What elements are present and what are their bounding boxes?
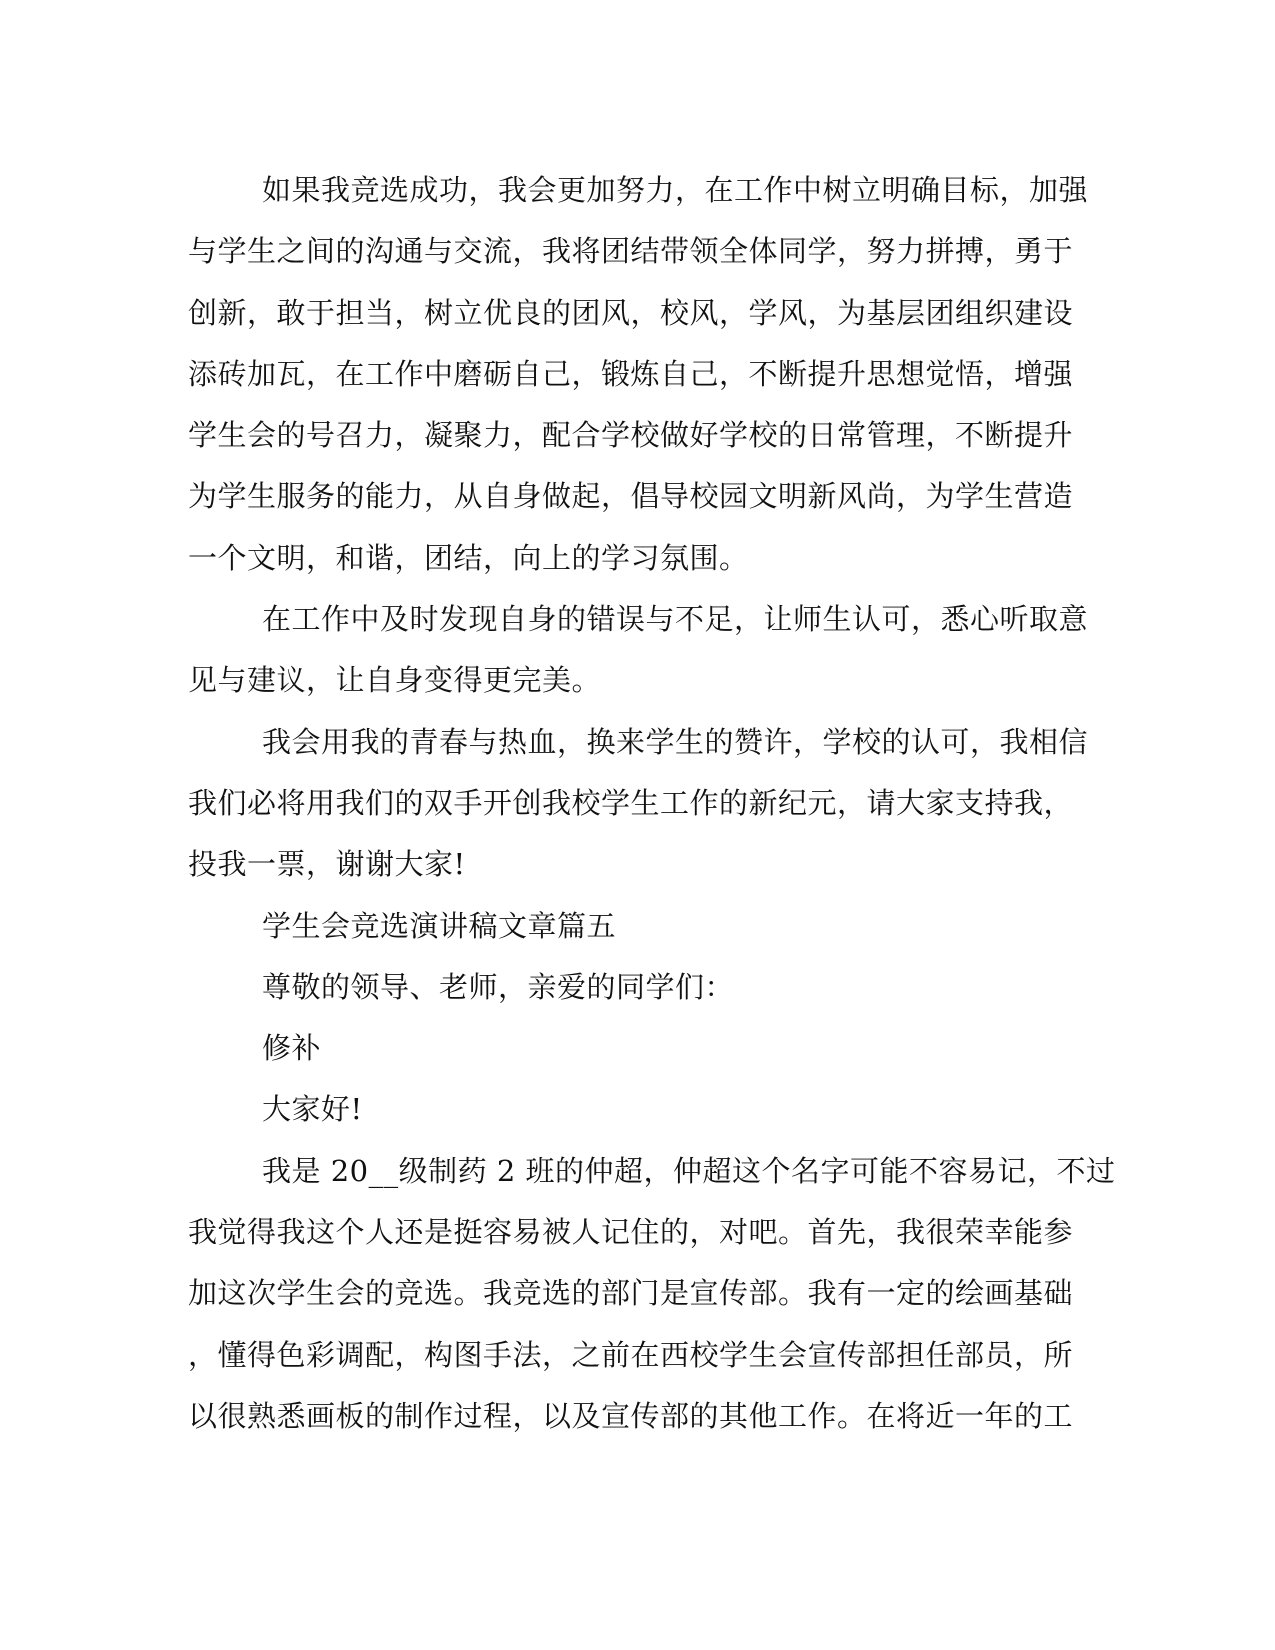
text-line: 加这次学生会的竞选。我竞选的部门是宣传部。我有一定的绘画基础 — [188, 1276, 1074, 1311]
text-line: 为学生服务的能力，从自身做起，倡导校园文明新风尚，为学生营造 — [188, 479, 1074, 514]
section-heading: 学生会竞选演讲稿文章篇五 — [262, 908, 617, 943]
text-line: 一个文明，和谐，团结，向上的学习氛围。 — [188, 540, 749, 575]
text-line: 我会用我的青春与热血，换来学生的赞许，学校的认可，我相信 — [262, 724, 1089, 759]
text-line: 学生会的号召力，凝聚力，配合学校做好学校的日常管理，不断提升 — [188, 418, 1074, 453]
text-line: 创新，敢于担当，树立优良的团风，校风，学风，为基层团组织建设 — [188, 295, 1074, 330]
text-line: 见与建议，让自身变得更完美。 — [188, 663, 602, 698]
text-line: 我觉得我这个人还是挺容易被人记住的，对吧。首先，我很荣幸能参 — [188, 1215, 1074, 1250]
text-line: 与学生之间的沟通与交流，我将团结带领全体同学，努力拼搏，勇于 — [188, 234, 1074, 269]
text-line: 添砖加瓦，在工作中磨砺自己，锻炼自己，不断提升思想觉悟，增强 — [188, 356, 1074, 391]
text-line: 如果我竞选成功，我会更加努力，在工作中树立明确目标，加强 — [262, 173, 1089, 207]
text-line: 以很熟悉画板的制作过程，以及宣传部的其他工作。在将近一年的工 — [188, 1398, 1074, 1433]
text-line: 我们必将用我们的双手开创我校学生工作的新纪元，请大家支持我， — [188, 785, 1074, 820]
salutation: 尊敬的领导、老师，亲爱的同学们： — [262, 969, 735, 1004]
text-line: 我是 20__级制药 2 班的仲超，仲超这个名字可能不容易记，不过 — [262, 1153, 1116, 1188]
text-line: 修补 — [262, 1031, 322, 1066]
greeting: 大家好! — [262, 1092, 363, 1127]
text-line: 投我一票，谢谢大家! — [188, 847, 466, 882]
text-line: ，懂得色彩调配，构图手法，之前在西校学生会宣传部担任部员，所 — [188, 1337, 1074, 1372]
body-text — [188, 160, 1116, 1447]
text-line: 在工作中及时发现自身的错误与不足，让师生认可，悉心听取意 — [262, 602, 1089, 637]
